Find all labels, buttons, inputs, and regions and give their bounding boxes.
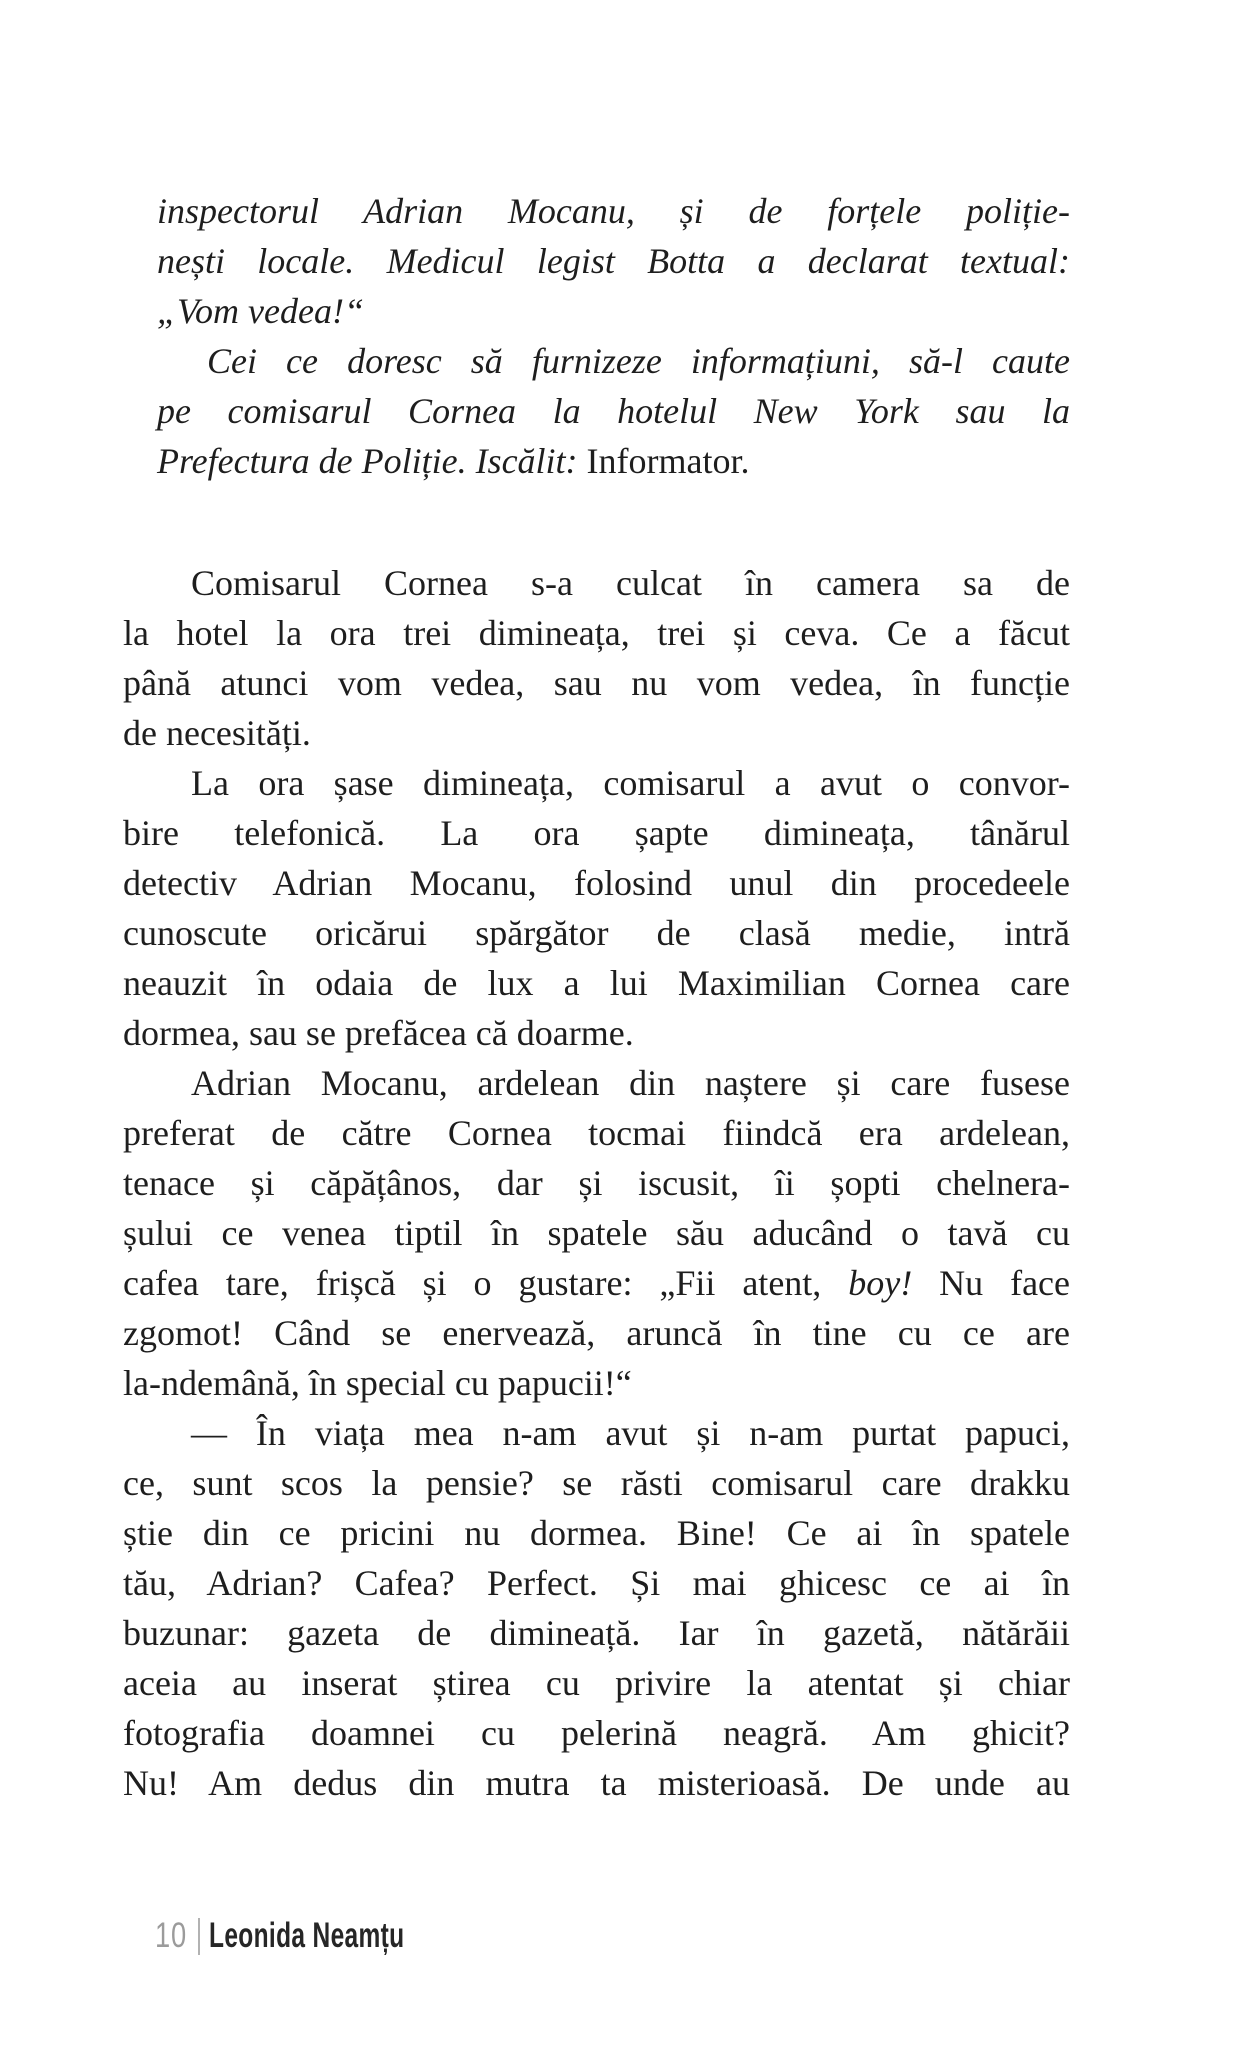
text-line (123, 1258, 1070, 1308)
page-footer (155, 1914, 488, 1958)
text-line: detectiv Adrian Mocanu, folosind unul din procedeele (123, 863, 1070, 903)
text-line: bire telefonică. La ora șapte dimineața, tânărul (123, 813, 1070, 853)
body-text-block (123, 558, 1070, 1808)
text-line: nești locale. Medicul legist Botta a declarat textual: (157, 241, 1070, 281)
text-line: preferat de către Cornea tocmai fiindcă era ardelean, (123, 1113, 1070, 1153)
text-line: „Vom vedea!“ (157, 291, 364, 331)
text-line: ce, sunt scos la pensie? se răsti comisarul care drakku (123, 1463, 1070, 1503)
text-line: știe din ce pricini nu dormea. Bine! Ce ai în spatele (123, 1513, 1070, 1553)
page-number: 10 (155, 1916, 187, 1955)
footer-separator-line (198, 1918, 200, 1955)
text-line: La ora șase dimineața, comisarul a avut o convor- (191, 763, 1070, 803)
text-segment: cafea tare, frișcă și o gustare: „Fii atent, (123, 1263, 849, 1303)
text-line: tău, Adrian? Cafea? Perfect. Și mai ghicesc ce ai în (123, 1563, 1070, 1603)
text-line: — În viața mea n-am avut și n-am purtat papuci, (191, 1413, 1070, 1453)
text-line: dormea, sau se prefăcea că doarme. (123, 1013, 634, 1053)
text-segment: Prefectura de Poliție. Iscălit: (157, 441, 587, 481)
footer-author: Leonida Neamțu (208, 1916, 405, 1955)
text-line: fotografia doamnei cu pelerină neagră. Am ghicit? (123, 1713, 1070, 1753)
text-line: Adrian Mocanu, ardelean din naștere și care fusese (191, 1063, 1070, 1103)
text-line: Cei ce doresc să furnizeze informațiuni, să-l caute (207, 341, 1070, 381)
text-line: zgomot! Când se enervează, aruncă în tine cu ce are (123, 1313, 1070, 1353)
text-line: Comisarul Cornea s-a culcat în camera sa de (191, 563, 1070, 603)
text-line: inspectorul Adrian Mocanu, și de forțele poliție- (157, 191, 1070, 231)
text-line: la-ndemână, în special cu papucii!“ (123, 1363, 632, 1403)
text-line: neauzit în odaia de lux a lui Maximilian Cornea care (123, 963, 1070, 1003)
text-line: pe comisarul Cornea la hotelul New York sau la (157, 391, 1070, 431)
text-segment: Informator. (586, 441, 750, 481)
text-line: până atunci vom vedea, sau nu vom vedea, în funcție (123, 663, 1070, 703)
text-line: Nu! Am dedus din mutra ta misterioasă. De unde au (123, 1763, 1070, 1803)
text-line: la hotel la ora trei dimineața, trei și ceva. Ce a făcut (123, 613, 1070, 653)
quote-block (157, 186, 1070, 486)
text-line: de necesități. (123, 713, 311, 753)
text-line: buzunar: gazeta de dimineață. Iar în gazetă, nătărăii (123, 1613, 1070, 1653)
text-line (157, 436, 1070, 486)
text-segment: Nu face (912, 1263, 1070, 1303)
text-segment: boy! (848, 1263, 913, 1303)
text-line: aceia au inserat știrea cu privire la atentat și chiar (123, 1663, 1070, 1703)
text-line: cunoscute oricărui spărgător de clasă medie, intră (123, 913, 1070, 953)
text-line: șului ce venea tiptil în spatele său aducând o tavă cu (123, 1213, 1070, 1253)
text-line: tenace și căpățânos, dar și iscusit, îi șopti chelnera- (123, 1163, 1070, 1203)
